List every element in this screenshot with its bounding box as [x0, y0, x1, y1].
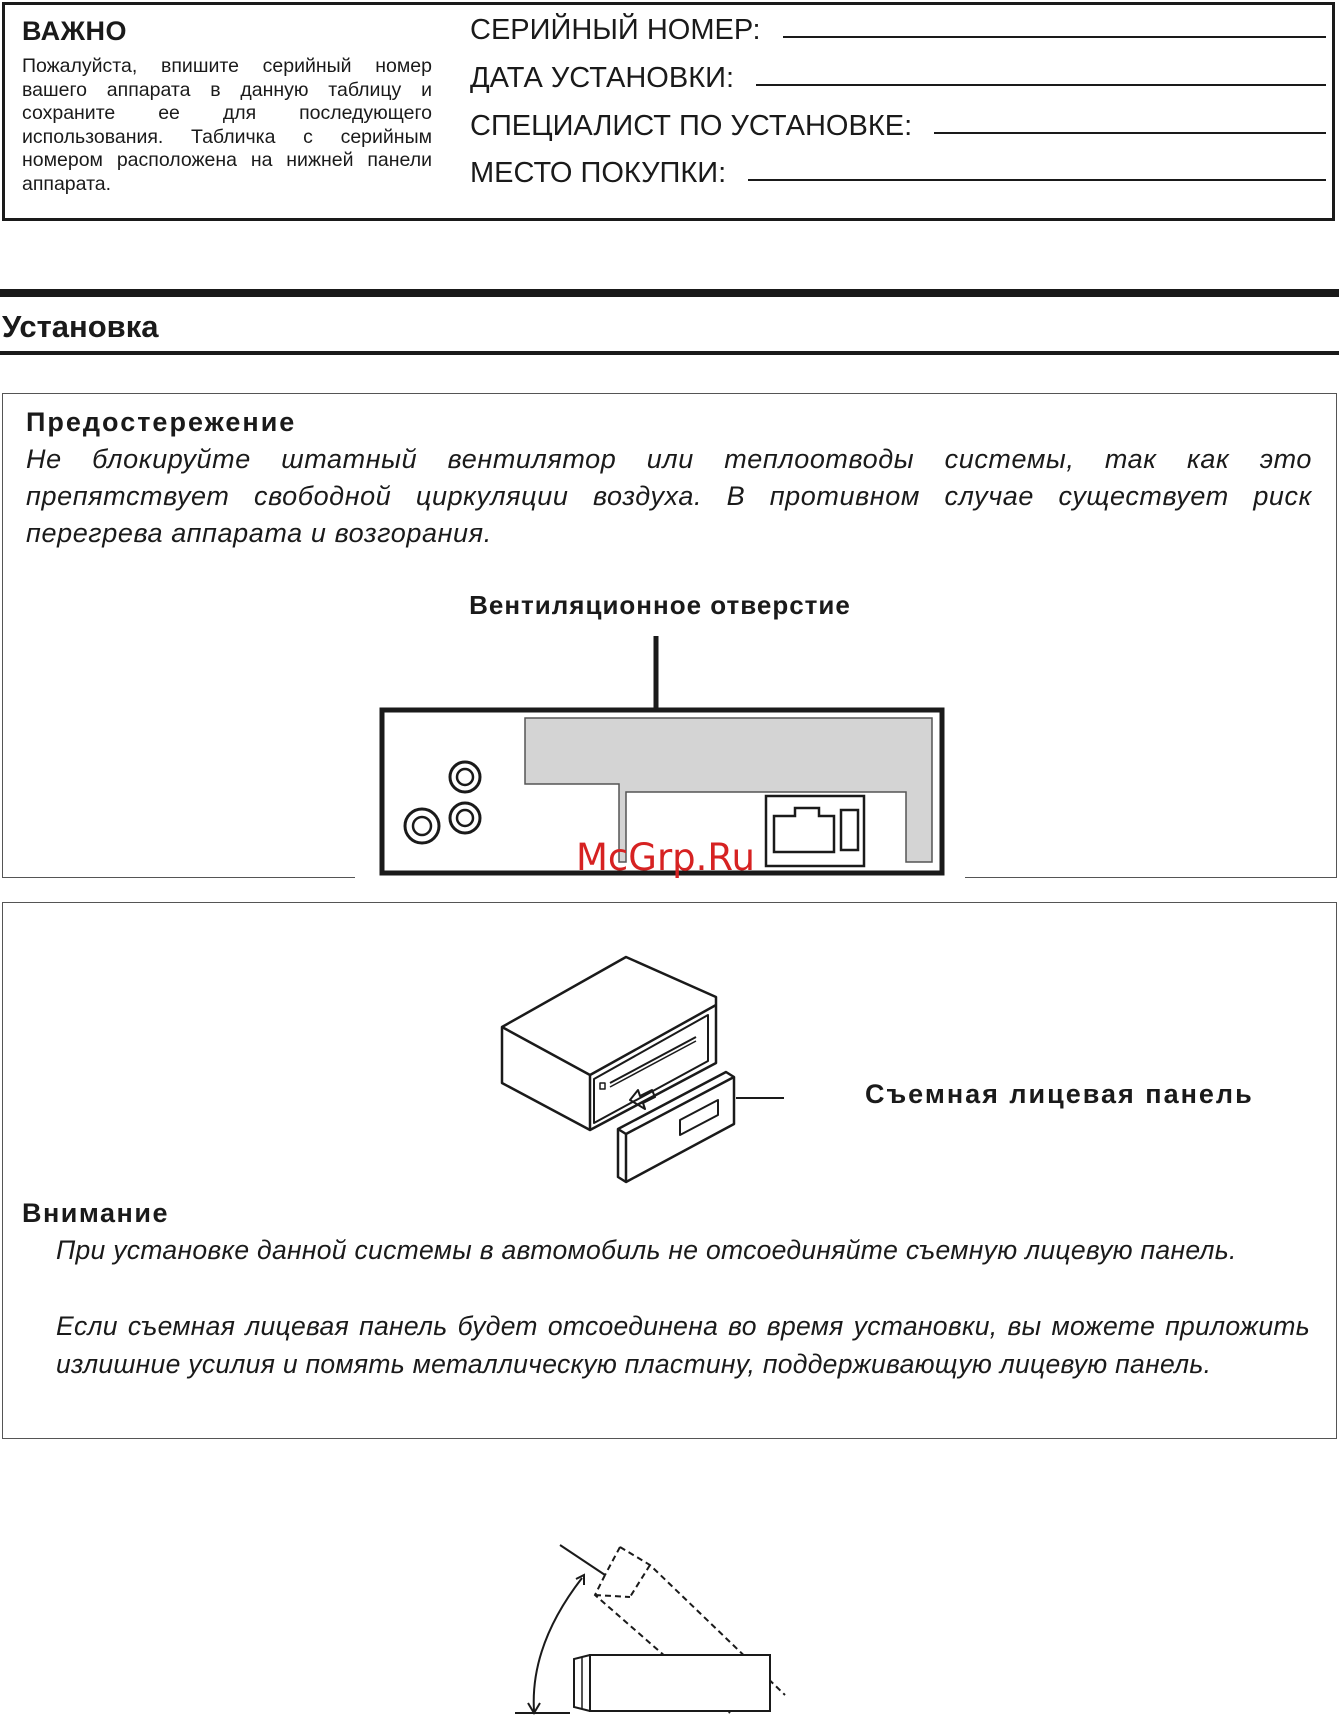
faceplate-label: Съемная лицевая панель [865, 1079, 1254, 1109]
attention-paragraph: При установке данной системы в автомобиль не отсоединяйте съемную лицевую панель. [56, 1235, 1237, 1265]
rca-jack-right [450, 803, 480, 833]
section-rule-bottom [0, 351, 1339, 355]
caution-title: Предостережение [26, 407, 297, 437]
install-date-line[interactable] [756, 84, 1326, 86]
section-title: Установка [2, 309, 159, 344]
installer-field [470, 110, 1326, 143]
angle-reference-line [560, 1545, 605, 1575]
install-date-field [470, 62, 1326, 95]
attention-title: Внимание [22, 1198, 169, 1228]
purchase-place-label: МЕСТО ПОКУПКИ: [470, 157, 727, 189]
purchase-place-field [470, 157, 1326, 190]
installer-line[interactable] [934, 132, 1326, 134]
connector-pin [841, 810, 858, 850]
purchase-place-line[interactable] [748, 179, 1326, 181]
vent-label: Вентиляционное отверстие [469, 590, 851, 620]
serial-number-label: СЕРИЙНЫЙ НОМЕР: [470, 14, 761, 46]
installer-label: СПЕЦИАЛИСТ ПО УСТАНОВКЕ: [470, 110, 913, 142]
attention-paragraph: Если съемная лицевая панель будет отсоединена во время установки, вы можете приложить излишние усилия и помять металлическую пластину, поддерживающую лицевую панель. [56, 1311, 1310, 1379]
caution-text: Не блокируйте штатный вентилятор или теплоотводы системы, так как это препятствует свободной циркуляции воздуха. В противном случае существует риск перегрева аппарата и возгорания. [26, 444, 1312, 548]
serial-number-line[interactable] [783, 36, 1326, 38]
mounting-angle-diagram [500, 1535, 840, 1715]
watermark: McGrp.Ru [576, 836, 755, 879]
rca-jack-left [405, 809, 439, 843]
install-date-label: ДАТА УСТАНОВКИ: [470, 62, 735, 94]
important-text: Пожалуйста, впишите серийный номер вашего аппарата в данную таблицу и сохраните ее для последующего использования. Табличка с серийным номером расположена на нижней панели аппарата. [22, 55, 432, 195]
section-rule-top [0, 289, 1339, 297]
horizontal-unit [590, 1655, 770, 1711]
unit-faceplate-diagram [490, 945, 850, 1185]
rca-jack-top [450, 762, 480, 792]
serial-number-field [470, 14, 1326, 47]
important-title: ВАЖНО [22, 16, 128, 46]
